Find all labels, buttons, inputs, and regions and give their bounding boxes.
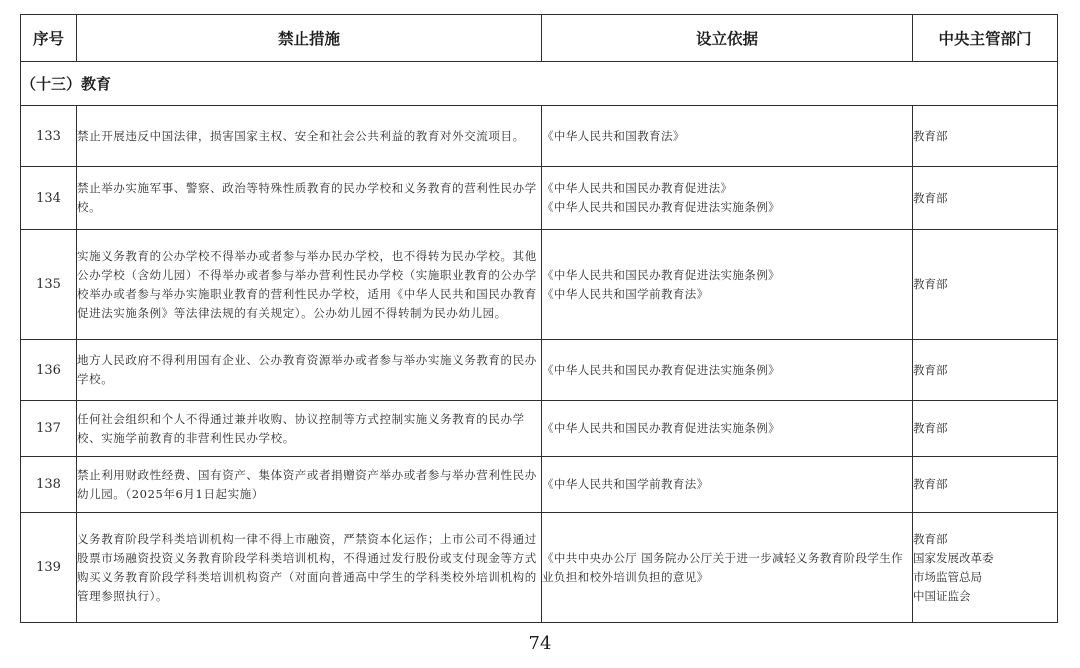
basis-cell — [542, 513, 913, 623]
table-row — [21, 167, 1058, 230]
basis-item: 《中华人民共和国民办教育促进法实施条例》 — [542, 362, 780, 377]
row-number: 135 — [21, 230, 77, 340]
department-item: 教育部 — [913, 190, 948, 205]
basis-cell — [542, 106, 913, 167]
measure-text: 禁止利用财政性经费、国有资产、集体资产或者捐赠资产举办或者参与举办营利性民办幼儿园。（2025年6月1日起实施） — [77, 467, 537, 501]
basis-item: 《中华人民共和国民办教育促进法实施条例》 — [542, 200, 780, 214]
department-item: 市场监管总局 — [913, 569, 982, 584]
section-row — [21, 62, 1058, 106]
department-cell — [913, 106, 1058, 167]
department-item: 教育部 — [913, 277, 948, 291]
measure-text: 地方人民政府不得利用国有企业、公办教育资源举办或者参与举办实施义务教育的民办学校。 — [77, 353, 537, 386]
basis-item: 《中华人民共和国民办教育促进法实施条例》 — [542, 421, 780, 435]
row-number: 138 — [21, 457, 77, 513]
measure-cell — [77, 340, 542, 401]
measure-text: 任何社会组织和个人不得通过兼并收购、协议控制等方式控制实施义务教育的民办学校、实施学前教育的非营利性民办学校。 — [77, 411, 525, 445]
basis-item: 《中华人民共和国学前教育法》 — [542, 477, 709, 491]
basis-cell — [542, 457, 913, 513]
measure-cell — [77, 167, 542, 230]
department-item: 中国证监会 — [913, 588, 971, 603]
table-row — [21, 401, 1058, 457]
table-row — [21, 457, 1058, 513]
basis-item: 《中华人民共和国民办教育促进法》 — [542, 181, 733, 195]
basis-cell — [542, 230, 913, 340]
basis-cell — [542, 401, 913, 457]
header-prohibited-measures: 禁止措施 — [77, 15, 542, 62]
header-central-department: 中央主管部门 — [913, 15, 1058, 62]
basis-cell — [542, 340, 913, 401]
measure-cell — [77, 230, 542, 340]
basis-item: 《中华人民共和国学前教育法》 — [542, 286, 709, 301]
department-cell — [913, 513, 1058, 623]
measure-text: 禁止举办实施军事、警察、政治等特殊性质教育的民办学校和义务教育的营利性民办学校。 — [77, 181, 537, 214]
header-legal-basis: 设立依据 — [542, 15, 913, 62]
department-cell — [913, 167, 1058, 230]
row-number: 136 — [21, 340, 77, 401]
basis-item: 《中共中央办公厅 国务院办公厅关于进一步减轻义务教育阶段学生作业负担和校外培训负担的意见》 — [542, 550, 904, 584]
measure-text: 实施义务教育的公办学校不得举办或者参与举办民办学校，也不得转为民办学校。其他公办学校（含幼儿园）不得举办或者参与举办营利性民办学校（实施职业教育的公办学校举办或者参与举办实施职业教育的营利性民办学校，适用《中华人民共和国民办教育促进法实施条例》等法律法规的有关规定）。公办幼儿园不得转制为民办幼儿园。 — [77, 248, 537, 320]
row-number: 139 — [21, 513, 77, 623]
header-row — [21, 15, 1058, 62]
department-cell — [913, 230, 1058, 340]
department-item: 教育部 — [913, 421, 948, 435]
department-item: 国家发展改革委 — [913, 550, 994, 565]
page-number: 74 — [528, 633, 552, 654]
measure-text: 禁止开展违反中国法律，损害国家主权、安全和社会公共利益的教育对外交流项目。 — [77, 128, 525, 143]
measure-cell — [77, 513, 542, 623]
row-number: 134 — [21, 167, 77, 230]
department-item: 教育部 — [913, 531, 948, 546]
measure-text: 义务教育阶段学科类培训机构一律不得上市融资，严禁资本化运作；上市公司不得通过股票市场融资投资义务教育阶段学科类培训机构，不得通过发行股份或支付现金等方式购买义务教育阶段学科类培训机构资产（对面向普通高中学生的学科类校外培训机构的管理参照执行）。 — [77, 531, 537, 603]
table-row — [21, 340, 1058, 401]
department-cell — [913, 340, 1058, 401]
row-number: 133 — [21, 106, 77, 167]
negative-list-table — [20, 14, 1058, 623]
basis-item: 《中华人民共和国教育法》 — [542, 128, 685, 143]
basis-cell — [542, 167, 913, 230]
basis-item: 《中华人民共和国民办教育促进法实施条例》 — [542, 267, 780, 282]
table-row — [21, 513, 1058, 623]
measure-cell — [77, 457, 542, 513]
table-row — [21, 106, 1058, 167]
measure-cell — [77, 106, 542, 167]
department-item: 教育部 — [913, 477, 948, 491]
department-cell — [913, 401, 1058, 457]
department-item: 教育部 — [913, 362, 948, 377]
department-cell — [913, 457, 1058, 513]
department-item: 教育部 — [913, 128, 948, 143]
table-row — [21, 230, 1058, 340]
section-title: （十三）教育 — [21, 62, 1058, 106]
measure-cell — [77, 401, 542, 457]
header-number: 序号 — [21, 15, 77, 62]
row-number: 137 — [21, 401, 77, 457]
